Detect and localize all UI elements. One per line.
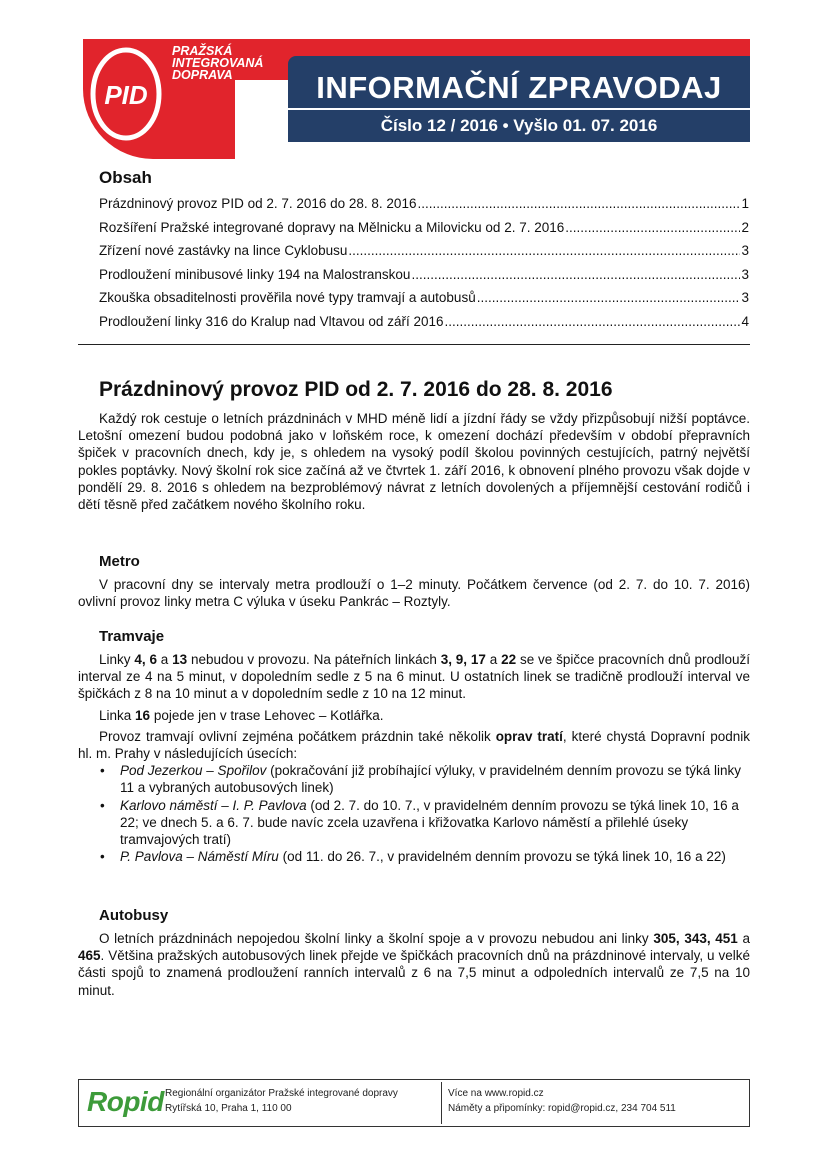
toc-item-page: 2 <box>741 219 749 235</box>
toc-item-page: 3 <box>741 243 749 258</box>
footer-address: Rytířská 10, Praha 1, 110 00 <box>165 1103 292 1114</box>
metro-paragraph: V pracovní dny se intervaly metra prodlouží o 1–2 minuty. Počátkem července (od 2. 7. do 10. 7. 2016) ovlivní provoz linky metra C výluka v úseku Pankrác – Roztyly. <box>78 577 750 610</box>
toc-item[interactable] <box>99 267 749 291</box>
ropid-logo: Ropid <box>87 1086 164 1117</box>
list-item: • P. Pavlova – Náměstí Míru (od 11. do 26. 7., v pravidelném denním provozu se týká linek 10, 16 a 22) <box>78 848 750 865</box>
toc-item[interactable] <box>99 196 749 220</box>
toc-item-page: 4 <box>741 313 749 329</box>
brand-line: DOPRAVA <box>172 68 233 82</box>
toc-item-page: 3 <box>741 266 749 282</box>
intro-paragraph: Každý rok cestuje o letních prázdninách v MHD méně lidí a jízdní řády se vždy přizpůsobují nižší poptávce. Letošní omezení budou podobná jako v loňském roce, k omezení dochází především v období přepravních špiček v pracovních dnech, kdy je, s ohledem na vysoký podíl školou povinných cestujících, patrný největší pokles poptávky. Nový školní rok sice začíná až ve čtvrtek 1. září 2016, k obnovení plného provozu však dojde v pondělí 29. 8. 2016 s ohledem na bezproblémový návrat z letních dovolených a příjemnější cestování rodičů i dětí těsně před začátkem nového školního roku. <box>78 411 750 513</box>
toc-item-title: Rozšíření Pražské integrované dopravy na Mělnicku a Milovicku od 2. 7. 2016 <box>99 219 565 235</box>
list-item: • Karlovo náměstí – I. P. Pavlova (od 2. 7. do 10. 7., v pravidelném denním provozu se týká linek 10, 16 a 22; ve dnech 5. a 6. 7. bude navíc zcela uzavřena i křižovatka Karlovo náměstí a přilehlé úseky tramvajových tratí) <box>78 797 750 849</box>
toc-item-title: Prázdninový provoz PID od 2. 7. 2016 do 28. 8. 2016 <box>99 196 417 211</box>
toc-item[interactable] <box>99 290 749 314</box>
footer-contact[interactable]: Náměty a připomínky: ropid@ropid.cz, 234 704 511 <box>448 1103 676 1114</box>
toc-heading: Obsah <box>99 168 152 187</box>
tram-paragraph: Linka 16 pojede jen v trase Lehovec – Kotlářka. <box>99 707 384 723</box>
toc-item[interactable] <box>99 243 749 267</box>
toc-item[interactable] <box>99 220 749 244</box>
footer-divider <box>441 1082 442 1124</box>
svg-text:PID: PID <box>104 80 148 110</box>
divider <box>78 344 750 345</box>
brand-name <box>172 45 263 81</box>
tram-section <box>78 651 750 865</box>
toc-item-page: 1 <box>741 196 749 211</box>
tram-paragraph: Provoz tramvají ovlivní zejména počátkem prázdnin také několik oprav tratí, které chystá Dopravní podnik hl. m. Prahy v následujících úsecích: <box>78 728 750 762</box>
toc-item-title: Prodloužení minibusové linky 194 na Malostranskou <box>99 266 411 282</box>
closure-list <box>78 762 750 865</box>
newsletter-title: INFORMAČNÍ ZPRAVODAJ <box>316 70 722 105</box>
toc-item-title: Zkouška obsaditelnosti prověřila nové typy tramvají a autobusů <box>99 290 476 305</box>
bus-heading: Autobusy <box>99 907 169 924</box>
footer-org-info <box>165 1086 398 1116</box>
table-of-contents <box>99 196 749 337</box>
tram-paragraph: Linky 4, 6 a 13 nebudou v provozu. Na páteřních linkách 3, 9, 17 a 22 se ve špičce pracovních dnů prodlouží interval ze 4 na 5 minut, v dopoledním sedle z 5 na 6 minut. U ostatních linek se tradičně prodlouží interval ve špičkách z 8 na 10 minut a v dopoledním sedle z 10 na 12 minut. <box>78 652 750 702</box>
brand-line: INTEGROVANÁ <box>172 56 264 70</box>
bus-paragraph: O letních prázdninách nepojedou školní linky a školní spoje a v provozu nebudou ani linky 305, 343, 451 a 465. Většina pražských autobusových linek přejde ve špičkách pracovních dnů na prázdninové intervaly, u velké části spojů to znamená prodloužení ranních intervalů z 6 na 7,5 minut a odpoledních intervalů ze 7,5 na 10 minut. <box>78 931 751 998</box>
toc-item-title: Zřízení nové zastávky na lince Cyklobusu <box>99 243 348 258</box>
tram-heading: Tramvaje <box>99 628 165 645</box>
metro-heading: Metro <box>99 553 140 570</box>
footer-org: Regionální organizátor Pražské integrované dopravy <box>165 1088 398 1099</box>
toc-item-page: 3 <box>741 290 749 305</box>
toc-item[interactable] <box>99 314 749 338</box>
footer-contact-info <box>448 1086 676 1116</box>
issue-info: Číslo 12 / 2016 • Vyšlo 01. 07. 2016 <box>380 116 658 135</box>
brand-line: PRAŽSKÁ <box>172 44 233 58</box>
list-item: • Pod Jezerkou – Spořilov (pokračování již probíhající výluky, v pravidelném denním provozu se týká linky 11 a vybraných autobusových linek) <box>78 762 750 796</box>
article-title: Prázdninový provoz PID od 2. 7. 2016 do 28. 8. 2016 <box>99 378 613 401</box>
footer-web-link[interactable]: Více na www.ropid.cz <box>448 1088 544 1099</box>
pid-logo-icon <box>90 44 162 144</box>
toc-item-title: Prodloužení linky 316 do Kralup nad Vltavou od září 2016 <box>99 313 444 329</box>
